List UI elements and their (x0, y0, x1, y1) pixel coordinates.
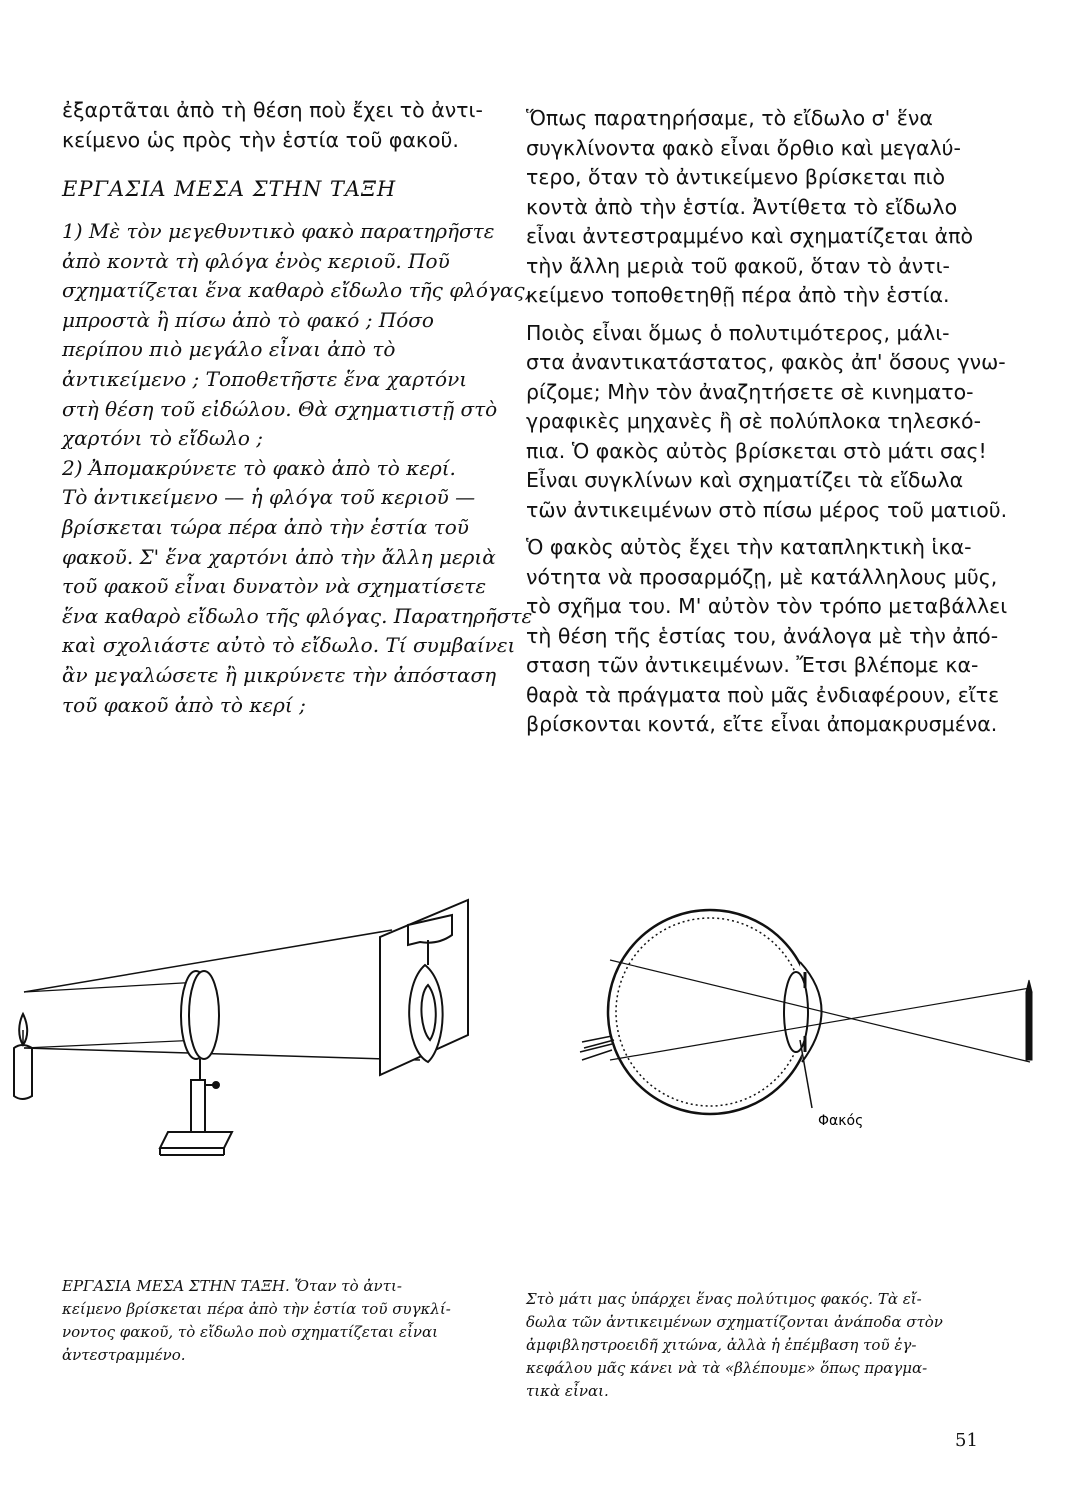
caption-line: δωλα τῶν ἀντικειμένων σχηματίζονται ἀνάποδα στὸν (526, 1313, 943, 1331)
caption-line: ἀντεστραμμένο. (62, 1346, 186, 1364)
text-line: ἀπὸ κοντὰ τὴ φλόγα ἑνὸς κεριοῦ. Ποῦ (62, 248, 450, 273)
lens-label: Φακός (818, 1113, 864, 1129)
section-heading: ΕΡΓΑΣΙΑ ΜΕΣΑ ΣΤΗΝ ΤΑΞΗ (62, 177, 397, 201)
text-line: ἕνα καθαρὸ εἴδωλο τῆς φλόγας. Παρατηρῆστε (62, 603, 533, 628)
text-line: θαρὰ τὰ πράγματα ποὺ μᾶς ἐνδιαφέρουν, εἴτε (526, 682, 1000, 707)
text-line: τερο, ὅταν τὸ ἀντικείμενο βρίσκεται πιὸ (526, 165, 946, 189)
text-line: συγκλίνοντα φακὸ εἶναι ὄρθιο καὶ μεγαλύ- (526, 135, 961, 160)
lens-icon (160, 971, 232, 1155)
text-line: περίπου πιὸ μεγάλο εἶναι ἀπὸ τὸ (62, 337, 396, 362)
text-line: 1) Μὲ τὸν μεγεθυντικὸ φακὸ παρατηρῆστε (62, 219, 495, 243)
left-figure-caption (62, 1275, 502, 1367)
text-line: ρίζομε; Μὴν τὸν ἀναζητήσετε σὲ κινηματο- (526, 379, 974, 404)
text-line: καὶ σχολιάστε αὐτὸ τὸ εἴδωλο. Τί συμβαίνει (62, 633, 516, 658)
text-line: νότητα νὰ προσαρμόζῃ, μὲ κατάλληλους μῦς, (526, 564, 998, 589)
caption-line: κείμενο βρίσκεται πέρα ἀπὸ τὴν ἑστία τοῦ συγκλί- (62, 1300, 451, 1318)
candle-icon (14, 1014, 32, 1099)
text-line: τοῦ φακοῦ εἶναι δυνατὸν νὰ σχηματίσετε (62, 574, 487, 599)
text-line: κείμενο τοποθετηθῇ πέρα ἀπὸ τὴν ἑστία. (526, 283, 950, 307)
text-line: στα ἀναντικατάστατος, φακὸς ἀπ' ὅσους γνω- (526, 350, 1006, 374)
caption-line: ἀμφιβληστροειδῆ χιτώνα, ἀλλὰ ἡ ἐπέμβαση τοῦ ἐγ- (526, 1336, 917, 1354)
text-line: Ποιὸς εἶναι ὅμως ὁ πολυτιμότερος, μάλι- (526, 320, 950, 345)
text-line: Ὅπως παρατηρήσαμε, τὸ εἴδωλο σ' ἕνα (526, 106, 933, 130)
caption-line: νοντος φακοῦ, τὸ εἴδωλο ποὺ σχηματίζεται εἶναι (62, 1323, 438, 1341)
text-line: τὴν ἄλλη μεριὰ τοῦ φακοῦ, ὅταν τὸ ἀντι- (526, 253, 950, 278)
text-line: εἶναι ἀντεστραμμένο καὶ σχηματίζεται ἀπὸ (526, 224, 974, 248)
text-line: σχηματίζεται ἕνα καθαρὸ εἴδωλο τῆς φλόγας, (62, 278, 531, 303)
text-line: γραφικὲς μηχανὲς ἢ σὲ πολύπλοκα τηλεσκό- (526, 409, 981, 433)
text-line: φακοῦ. Σ' ἕνα χαρτόνι ἀπὸ τὴν ἄλλη μεριὰ (62, 544, 496, 569)
text-line: χαρτόνι τὸ εἴδωλο ; (62, 426, 264, 451)
caption-line: κεφάλου μᾶς κάνει νὰ τὰ «βλέπουμε» ὅπως πραγμα- (526, 1359, 928, 1377)
text-line: μπροστὰ ἢ πίσω ἀπὸ τὸ φακό ; Πόσο (62, 307, 434, 332)
caption-line: τικὰ εἶναι. (526, 1382, 609, 1400)
caption-line: Στὸ μάτι μας ὑπάρχει ἕνας πολύτιμος φακός. Τὰ εἴ- (526, 1290, 922, 1308)
pencil-icon (1026, 980, 1032, 1060)
screen-icon (380, 900, 468, 1075)
text-line: βρίσκεται τώρα πέρα ἀπὸ τὴν ἑστία τοῦ (62, 514, 469, 539)
text-line: στὴ θέση τοῦ εἰδώλου. Θὰ σχηματιστῇ στὸ (62, 396, 498, 421)
text-line: ἂν μεγαλώσετε ἢ μικρύνετε τὴν ἀπόσταση (62, 662, 497, 687)
text-line: Εἶναι συγκλίνων καὶ σχηματίζει τὰ εἴδωλα (526, 468, 964, 492)
candle-lens-figure (14, 900, 468, 1155)
text-line: Τὸ ἀντικείμενο — ἡ φλόγα τοῦ κεριοῦ — (62, 485, 476, 510)
text-line: σταση τῶν ἀντικειμένων. Ἔτσι βλέπομε κα- (526, 653, 979, 677)
text-line: τοῦ φακοῦ ἀπὸ τὸ κερί ; (62, 692, 306, 717)
text-line: τὸ σχῆμα του. Μ' αὐτὸν τὸν τρόπο μεταβάλλει (526, 594, 1008, 618)
text-line: κοντὰ ἀπὸ τὴν ἑστία. Ἀντίθετα τὸ εἴδωλο (526, 194, 958, 219)
text-line: πια. Ὁ φακὸς αὐτὸς βρίσκεται στὸ μάτι σας! (526, 438, 987, 463)
caption-line: ΕΡΓΑΣΙΑ ΜΕΣΑ ΣΤΗΝ ΤΑΞΗ. Ὅταν τὸ ἀντι- (62, 1277, 402, 1295)
right-figure-caption (526, 1288, 996, 1403)
text-line: βρίσκονται κοντά, εἴτε εἶναι ἀπομακρυσμένα. (526, 712, 998, 736)
page-number: 51 (955, 1430, 978, 1451)
text-line: τῶν ἀντικειμένων στὸ πίσω μέρος τοῦ ματιοῦ. (526, 497, 1008, 522)
eyeball-icon (608, 910, 812, 1114)
text-line: κείμενο ὡς πρὸς τὴν ἑστία τοῦ φακοῦ. (62, 127, 459, 152)
eye-figure (580, 910, 1032, 1114)
text-line: 2) Ἀπομακρύνετε τὸ φακὸ ἀπὸ τὸ κερί. (62, 455, 456, 480)
text-line: Ὁ φακὸς αὐτὸς ἔχει τὴν καταπληκτικὴ ἱκα- (526, 535, 972, 559)
text-line: τὴ θέση τῆς ἑστίας του, ἀνάλογα μὲ τὴν ἀπό- (526, 623, 999, 648)
text-line: ἀντικείμενο ; Τοποθετῆστε ἕνα χαρτόνι (62, 366, 468, 391)
text-line: ἐξαρτᾶται ἀπὸ τὴ θέση ποὺ ἔχει τὸ ἀντι- (62, 98, 483, 122)
